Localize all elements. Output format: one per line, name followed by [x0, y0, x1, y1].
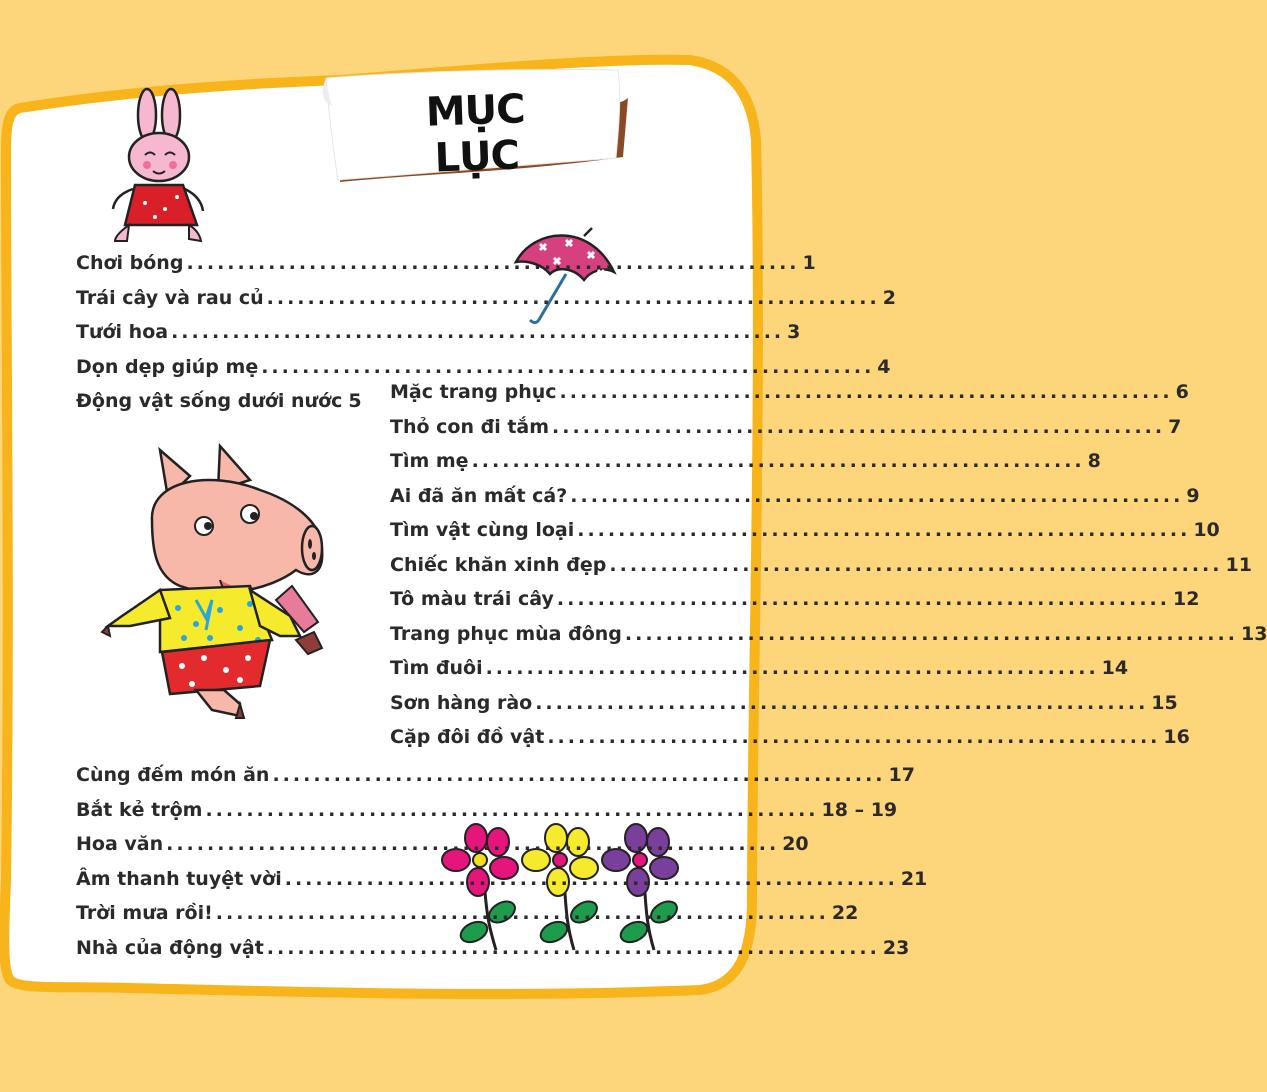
toc-entry-title: Thỏ con đi tắm [390, 415, 550, 438]
toc-entry-title: Dọn dẹp giúp mẹ [76, 355, 259, 378]
toc-entry[interactable] [390, 686, 1178, 721]
toc-entry-title: Âm thanh tuyệt vời [76, 867, 282, 890]
toc-entry-title: Động vật sống dưới nước [76, 390, 343, 412]
toc-entry-page: 9 [1186, 484, 1200, 507]
toc-entry-title: Tìm mẹ [390, 450, 469, 472]
toc-entry-title: Sơn hàng rào [390, 691, 533, 714]
toc-entry[interactable] [76, 350, 891, 385]
toc-leader-dots: ............................................................ [485, 657, 1099, 679]
toc-entry[interactable] [390, 548, 1252, 583]
toc-entry[interactable] [390, 617, 1267, 652]
toc-entry-page: 3 [787, 321, 801, 343]
toc-leader-dots: ............................................................ [547, 726, 1161, 748]
rabbit-illustration [105, 85, 210, 245]
toc-leader-dots: ............................................................ [166, 833, 780, 855]
toc-column-b [390, 375, 1267, 755]
toc-entry-page: 8 [1087, 450, 1101, 472]
toc-leader-dots: ............................................................ [186, 252, 800, 274]
toc-entry-title: Cùng đếm món ăn [76, 764, 270, 786]
toc-entry[interactable] [76, 246, 816, 281]
toc-entry-title: Chiếc khăn xinh đẹp [390, 553, 607, 576]
toc-entry-page: 11 [1225, 553, 1252, 576]
toc-entry[interactable] [390, 513, 1220, 548]
toc-entry-title: Trái cây và rau củ [76, 286, 264, 309]
toc-entry-title: Chơi bóng [76, 252, 184, 274]
toc-leader-dots: ............................................................ [559, 381, 1173, 403]
toc-entry-title: Mặc trang phục [390, 381, 557, 403]
toc-entry[interactable] [390, 479, 1200, 514]
toc-leader-dots: ............................................................ [272, 764, 886, 786]
toc-entry-page: 18 – 19 [821, 798, 898, 821]
toc-leader-dots: ............................................................ [471, 450, 1085, 472]
toc-leader-dots: ............................................................ [284, 867, 898, 890]
toc-leader-dots: ............................................................ [624, 622, 1238, 645]
toc-leader-dots: ............................................................ [215, 902, 829, 924]
toc-entry-page: 22 [831, 902, 859, 924]
toc-entry[interactable] [390, 582, 1200, 617]
toc-entry[interactable] [390, 651, 1129, 686]
toc-entry-page: 20 [782, 833, 809, 855]
toc-entry-page: 10 [1193, 519, 1220, 541]
toc-entry-title: Tìm đuôi [390, 657, 483, 679]
toc-leader-dots: ............................................................ [535, 691, 1149, 714]
toc-entry-page: 7 [1168, 415, 1182, 438]
toc-entry-title: Nhà của động vật [76, 936, 264, 959]
page-title: MỤC LỤC [425, 86, 526, 182]
toc-entry-page: 23 [882, 936, 910, 959]
toc-entry-page: 13 [1240, 622, 1267, 645]
toc-leader-dots: ............................................................ [266, 936, 880, 959]
toc-entry[interactable] [390, 444, 1101, 479]
toc-entry-page: 12 [1172, 588, 1200, 610]
toc-entry-page: 1 [802, 252, 816, 274]
toc-entry[interactable] [76, 793, 898, 828]
toc-leader-dots: ............................................................ [577, 519, 1191, 541]
toc-entry-page: 15 [1151, 691, 1178, 714]
toc-entry-page: 14 [1101, 657, 1129, 679]
toc-entry[interactable] [76, 281, 896, 316]
toc-entry-title: Trời mưa rồi! [76, 902, 213, 924]
toc-entry[interactable] [390, 720, 1190, 755]
toc-leader-dots: ............................................................ [552, 415, 1166, 438]
toc-leader-dots: ............................................................ [266, 286, 880, 309]
toc-leader-dots: ............................................................ [556, 588, 1170, 610]
pig-illustration [100, 440, 330, 725]
toc-leader-dots: ............................................................ [171, 321, 785, 343]
toc-entry-title: Trang phục mùa đông [390, 622, 622, 645]
toc-entry-title: Tìm vật cùng loại [390, 519, 575, 541]
toc-entry-title: Tưới hoa [76, 321, 169, 343]
toc-entry-title: Ai đã ăn mất cá? [390, 484, 568, 507]
toc-column-c [76, 758, 928, 965]
toc-entry[interactable] [76, 931, 910, 966]
toc-entry-page: 2 [882, 286, 896, 309]
toc-entry[interactable] [76, 896, 859, 931]
toc-entry-page: 16 [1163, 726, 1190, 748]
toc-entry-title: Cặp đôi đồ vật [390, 726, 545, 748]
toc-entry-title: Bắt kẻ trộm [76, 798, 203, 821]
toc-leader-dots: ............................................................ [261, 355, 875, 378]
toc-entry[interactable] [390, 410, 1182, 445]
toc-entry-page: 5 [348, 390, 362, 412]
toc-entry[interactable] [390, 375, 1189, 410]
toc-entry-page: 17 [888, 764, 915, 786]
toc-entry-title: Tô màu trái cây [390, 588, 554, 610]
toc-entry[interactable] [76, 758, 915, 793]
toc-leader-dots: ............................................................ [205, 798, 819, 821]
toc-entry[interactable] [76, 862, 928, 897]
toc-leader-dots: ............................................................ [609, 553, 1223, 576]
toc-entry-title: Hoa văn [76, 833, 164, 855]
toc-entry-page: 6 [1175, 381, 1189, 403]
toc-entry[interactable] [76, 384, 362, 419]
toc-leader-dots: ............................................................ [570, 484, 1184, 507]
toc-entry-page: 21 [900, 867, 928, 890]
toc-entry[interactable] [76, 315, 801, 350]
toc-entry[interactable] [76, 827, 809, 862]
toc-entry-page: 4 [877, 355, 891, 378]
